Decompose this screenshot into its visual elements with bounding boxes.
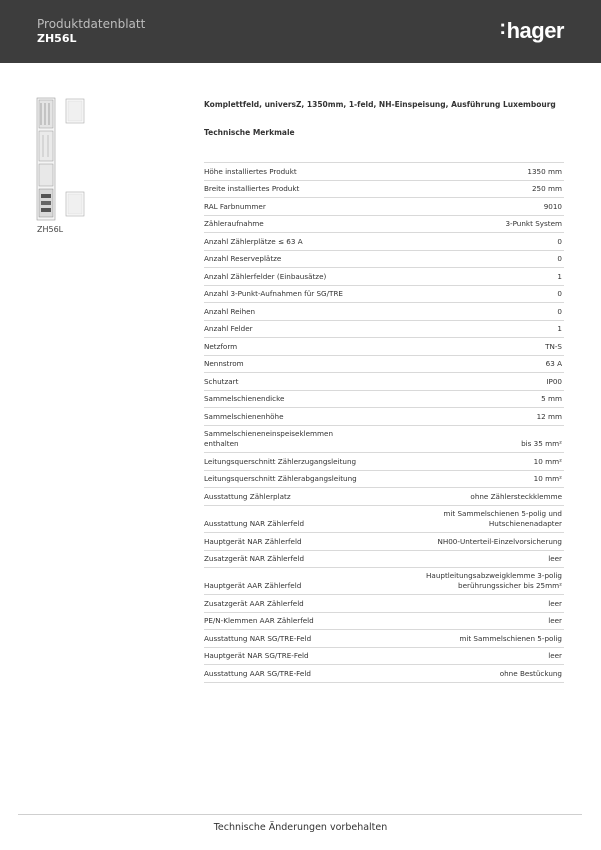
spec-label: Anzahl Reserveplätze [204, 254, 282, 263]
spec-row [204, 532, 564, 550]
spec-label: Leitungsquerschnitt Zählerzugangsleitung [204, 457, 357, 466]
spec-row [204, 267, 564, 285]
spec-label: Schutzart [204, 377, 239, 386]
spec-value: 63 A [545, 359, 562, 368]
spec-row [204, 285, 564, 302]
spec-value: 0 [557, 289, 562, 298]
spec-label: Ausstattung AAR SG/TRE-Feld [204, 669, 311, 678]
spec-row [204, 355, 564, 372]
spec-label: Leitungsquerschnitt Zählerabgangsleitung [204, 474, 357, 483]
section-title: Technische Merkmale [204, 128, 295, 137]
spec-label: Sammelschieneneinspeiseklemmen enthalten [204, 429, 334, 448]
spec-label: Hauptgerät NAR SG/TRE-Feld [204, 651, 309, 660]
spec-label: Anzahl 3-Punkt-Aufnahmen für SG/TRE [204, 289, 343, 298]
header-bar [0, 0, 601, 63]
spec-row [204, 162, 564, 180]
spec-label: Ausstattung NAR SG/TRE-Feld [204, 634, 312, 643]
spec-value: 1350 mm [527, 167, 562, 176]
spec-value: 3-Punkt System [505, 219, 562, 228]
spec-table [204, 162, 564, 683]
spec-row [204, 505, 564, 532]
spec-row [204, 567, 564, 594]
spec-row [204, 550, 564, 567]
logo-mark-icon: : [499, 17, 506, 39]
spec-label: Netzform [204, 342, 238, 351]
spec-label: RAL Farbnummer [204, 202, 266, 211]
spec-label: Zähleraufnahme [204, 219, 264, 228]
logo-text: hager [506, 18, 564, 43]
spec-row [204, 215, 564, 232]
spec-label: Anzahl Reihen [204, 307, 256, 316]
spec-label: Anzahl Zählerplätze ≤ 63 A [204, 237, 303, 246]
hager-logo [499, 18, 564, 44]
spec-label: Nennstrom [204, 359, 244, 368]
spec-label: Höhe installiertes Produkt [204, 167, 297, 176]
spec-value: 9010 [543, 202, 562, 211]
spec-row [204, 452, 564, 470]
spec-value: 10 mm² [533, 457, 562, 466]
spec-value: IP00 [546, 377, 562, 386]
spec-value: ohne Zählersteckklemme [470, 492, 562, 501]
spec-row [204, 647, 564, 664]
spec-row [204, 232, 564, 250]
spec-label: Anzahl Felder [204, 324, 253, 333]
spec-row [204, 197, 564, 215]
spec-row [204, 664, 564, 682]
spec-value: Hauptleitungsabzweigklemme 3-polig berührungssicher bis 25mm² [426, 571, 562, 590]
spec-value: mit Sammelschienen 5-polig [459, 634, 562, 643]
spec-value: 12 mm [536, 412, 562, 421]
product-image [36, 97, 88, 221]
spec-row [204, 302, 564, 320]
spec-value: ohne Bestückung [499, 669, 562, 678]
spec-value: 0 [557, 307, 562, 316]
spec-label: Breite installiertes Produkt [204, 184, 300, 193]
spec-label: Sammelschienendicke [204, 394, 285, 403]
spec-value: 250 mm [531, 184, 562, 193]
spec-label: Zusatzgerät AAR Zählerfeld [204, 599, 304, 608]
spec-value: 0 [557, 254, 562, 263]
spec-value: leer [548, 554, 562, 563]
spec-row [204, 250, 564, 267]
spec-row [204, 180, 564, 197]
spec-row [204, 337, 564, 355]
document-type: Produktdatenblatt [37, 17, 146, 31]
spec-label: Zusatzgerät NAR Zählerfeld [204, 554, 305, 563]
spec-value: 0 [557, 237, 562, 246]
spec-label: Ausstattung Zählerplatz [204, 492, 291, 501]
spec-value: leer [548, 599, 562, 608]
spec-value: NH00-Unterteil-Einzelvorsicherung [437, 537, 562, 546]
spec-label: Anzahl Zählerfelder (Einbausätze) [204, 272, 327, 281]
spec-label: PE/N-Klemmen AAR Zählerfeld [204, 616, 314, 625]
spec-label: Ausstattung NAR Zählerfeld [204, 519, 305, 528]
spec-row [204, 487, 564, 505]
spec-label: Hauptgerät NAR Zählerfeld [204, 537, 302, 546]
spec-value: TN-S [545, 342, 562, 351]
spec-row [204, 470, 564, 487]
product-description: Komplettfeld, universZ, 1350mm, 1-feld, NH-Einspeisung, Ausführung Luxembourg [204, 100, 556, 109]
spec-value: leer [548, 616, 562, 625]
spec-value: bis 35 mm² [521, 439, 562, 448]
spec-row [204, 407, 564, 425]
footer-note: Technische Änderungen vorbehalten [213, 822, 388, 833]
spec-row [204, 320, 564, 337]
spec-row [204, 425, 564, 452]
footer-divider [18, 814, 582, 815]
spec-row [204, 594, 564, 612]
spec-row [204, 372, 564, 390]
spec-value: 1 [557, 272, 562, 281]
spec-value: mit Sammelschienen 5-polig und Hutschienenadapter [443, 509, 562, 528]
spec-value: 10 mm² [533, 474, 562, 483]
spec-value: leer [548, 651, 562, 660]
product-image-caption: ZH56L [37, 225, 64, 234]
spec-value: 5 mm [541, 394, 562, 403]
spec-label: Hauptgerät AAR Zählerfeld [204, 581, 302, 590]
spec-label: Sammelschienenhöhe [204, 412, 284, 421]
spec-value: 1 [557, 324, 562, 333]
spec-row [204, 390, 564, 407]
spec-row [204, 629, 564, 647]
spec-table-end [204, 682, 564, 683]
product-code: ZH56L [37, 32, 77, 45]
spec-row [204, 612, 564, 629]
